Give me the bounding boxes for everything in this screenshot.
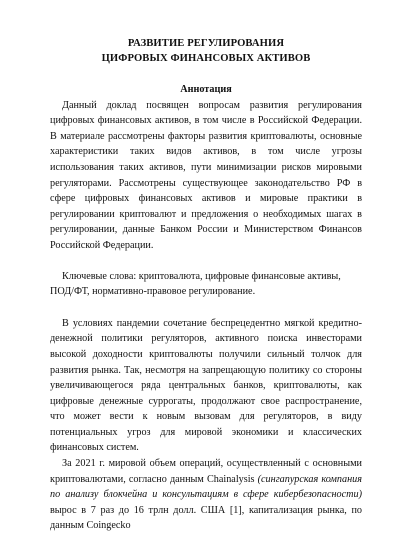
keywords-paragraph: Ключевые слова: криптовалюта, цифровые финансовые активы, ПОД/ФТ, нормативно-правовое регулирование. <box>50 270 341 298</box>
paragraph-2-start: За 2021 г. мировой объем операций, осуществленный с основными криптовалютами, согласно данным Chainalysis <box>50 458 362 485</box>
abstract-heading: Аннотация <box>180 84 232 95</box>
title-line-1: РАЗВИТИЕ РЕГУЛИРОВАНИЯ <box>127 38 285 49</box>
title-line-2: ЦИФРОВЫХ ФИНАНСОВЫХ АКТИВОВ <box>101 53 311 64</box>
document-title <box>50 36 362 66</box>
abstract-paragraph: Данный доклад посвящен вопросам развития регулирования цифровых финансовых активов, в том числе в Российской Федерации. В материале рассмотрены факторы развития криптовалюты, основные характеристики таких видов активов, в том числе угрозы использования таких активов, пути минимизации рисков мировыми регуляторами. Рассмотрены существующее законодательство РФ в сфере цифровых финансовых активов и мировые практики в регулировании криптовалют и предложения о необходимых шагах в регулировании, данные Банком России и Министерством Финансов Российской Федерации. <box>50 99 362 251</box>
paragraph-2-italic: (сингапурская компания по анализу блокчейна и консультациям в сфере кибербезопасности) <box>50 473 362 501</box>
paragraph-2-end: вырос в 7 раз до 16 трлн долл. США [1], капитализация рынка, по данным Coingecko <box>50 504 362 532</box>
body-paragraph-1: В условиях пандемии сочетание беспрецедентно мягкой кредитно-денежной политики регуляторов, активного поиска инвесторами высокой доходности криптовалюты получили сильный толчок для развития рынка. Так, несмотря на запрещающую политику со стороны увеличивающегося ряда центральных банков, криптовалюты, как цифровые денежные суррогаты, продолжают свое распространение, что может вести к новым вызовам для регуляторов, в виду потенциальных угроз для мировой экономики и классических финансовых систем. <box>50 317 362 454</box>
body-paragraph-2 <box>50 456 362 534</box>
